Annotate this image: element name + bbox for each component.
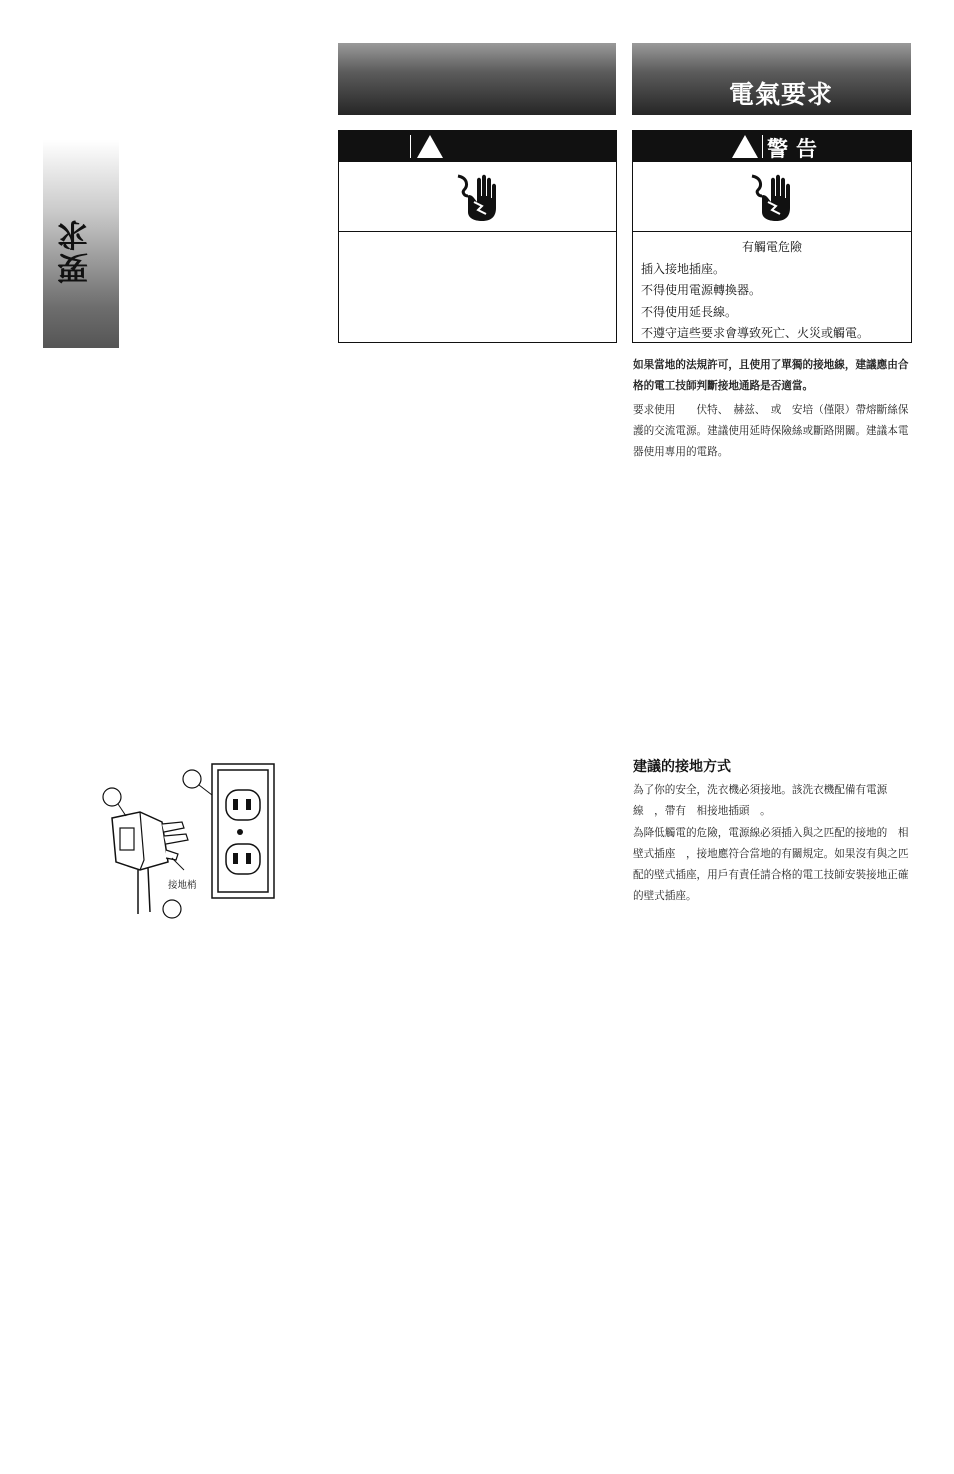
power-supply-paragraph: 要求使用 伏特、 赫兹、 或 安培（僅限）帶熔斷絲保護的交流電源。建議使用延時保險絲或斷路開關。建議本電器使用專用的電路。 (633, 404, 909, 458)
ground-pin-label: 接地梢 (168, 880, 197, 891)
section-title: 建議的接地方式 (633, 759, 731, 775)
side-section-tab (43, 140, 119, 348)
hazard-icon-zone (339, 162, 616, 232)
page-title: 電氣要求 (728, 80, 833, 109)
plug-outlet-diagram (100, 762, 280, 922)
warning-bar (633, 131, 911, 162)
warning-heading: 有觸電危險 (741, 240, 802, 254)
grounding-note-paragraph: 如果當地的法規許可，且使用了單獨的接地線，建議應由合格的電工技師判斷接地通路是否適當。 (633, 359, 909, 392)
warning-line: 不得使用電源轉換器。 (641, 283, 762, 297)
warning-box-left (338, 130, 617, 343)
grounding-paragraph-2: 為降低觸電的危險，電源線必須插入與之匹配的接地的 相壁式插座 ，接地應符合當地的有關規定。如果沒有與之匹配的壁式插座，用戶有責任請合格的電工技師安裝接地正確的壁式插座。 (633, 827, 909, 902)
bar-divider (762, 135, 763, 158)
warning-line: 插入接地插座。 (641, 261, 726, 276)
warning-triangle-icon (416, 134, 444, 159)
warning-triangle-icon (731, 134, 759, 159)
warning-line: 不得使用延長線。 (641, 304, 738, 319)
hazard-icon-zone (633, 162, 911, 232)
electric-shock-hand-icon (454, 172, 502, 222)
side-tab-label: 要求 (58, 218, 94, 284)
header-bar-right (632, 43, 911, 115)
warning-line: 不遵守這些要求會導致死亡、火災或觸電。 (641, 326, 870, 340)
bar-divider (410, 135, 411, 158)
warning-word: 警告 (767, 137, 825, 161)
warning-text (641, 237, 903, 345)
header-bar-left (338, 43, 616, 115)
electric-shock-hand-icon (748, 172, 796, 222)
warning-box-right (632, 130, 912, 343)
grounding-paragraph-1: 為了你的安全，洗衣機必須接地。該洗衣機配備有電源線 ，帶有 相接地插頭 。 (633, 784, 888, 817)
warning-bar (339, 131, 616, 162)
